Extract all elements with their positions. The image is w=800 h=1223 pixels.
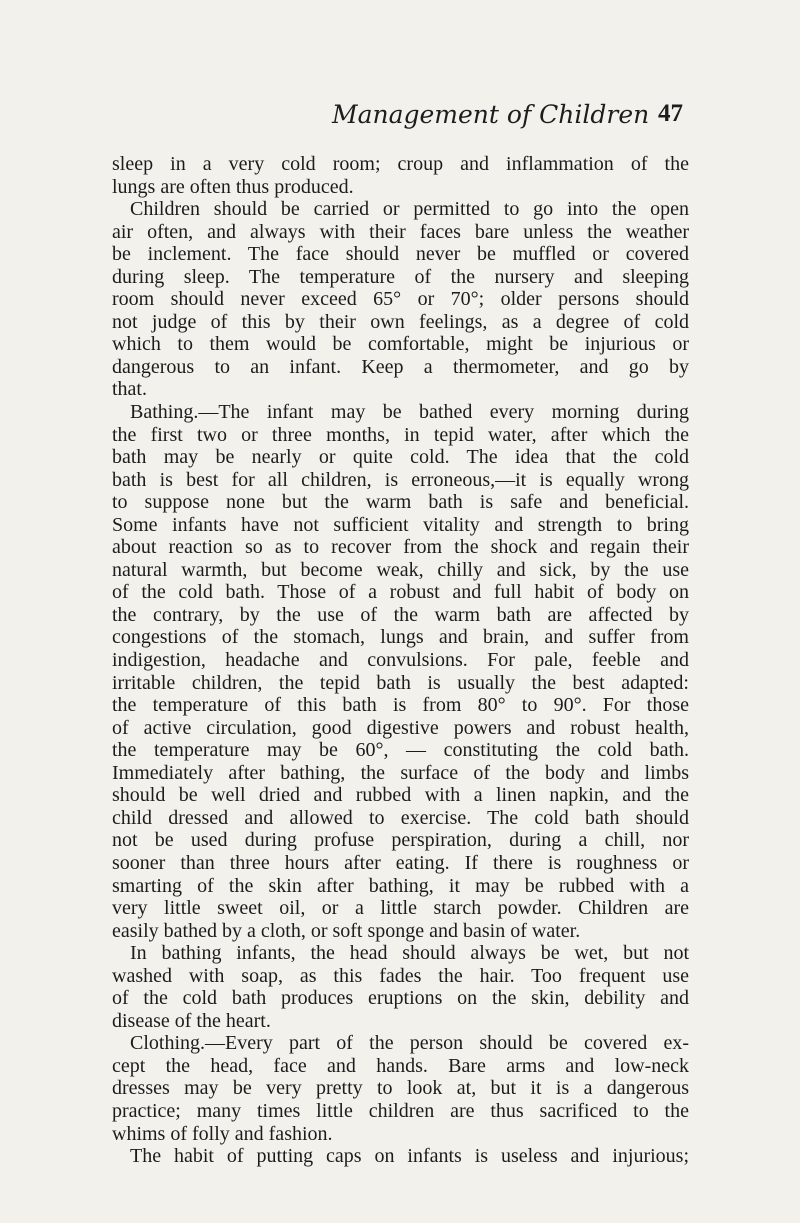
text-line: dangerous to an infant. Keep a thermometer, and go by	[112, 355, 689, 378]
text-line: congestions of the stomach, lungs and brain, and suffer from	[112, 626, 689, 649]
text-line: practice; many times little children are thus sacrificed to the	[112, 1099, 689, 1122]
text-line: child dressed and allowed to exercise. The cold bath should	[112, 806, 689, 829]
text-line: smarting of the skin after bathing, it may be rubbed with a	[112, 874, 689, 897]
text-line: sooner than three hours after eating. If there is roughness or	[112, 851, 689, 874]
text-line: air often, and always with their faces bare unless the weather	[112, 220, 689, 243]
text-line: Children should be carried or permitted to go into the open	[130, 198, 689, 221]
text-line: The habit of putting caps on infants is useless and injurious;	[130, 1145, 689, 1168]
text-line: Some infants have not sufficient vitality and strength to bring	[112, 513, 689, 536]
text-line: bath may be nearly or quite cold. The idea that the cold	[112, 446, 689, 469]
text-line: very little sweet oil, or a little starch powder. Children are	[112, 897, 689, 920]
text-line: washed with soap, as this fades the hair. Too frequent use	[112, 964, 689, 987]
text-line: natural warmth, but become weak, chilly and sick, by the use	[112, 558, 689, 581]
text-line: to suppose none but the warm bath is safe and beneficial.	[112, 491, 689, 514]
text-line: cept the head, face and hands. Bare arms and low-neck	[112, 1054, 689, 1077]
text-line: during sleep. The temperature of the nursery and sleeping	[112, 265, 689, 288]
text-line: not be used during profuse perspiration, during a chill, nor	[112, 829, 689, 852]
text-line: the temperature of this bath is from 80° to 90°. For those	[112, 694, 689, 717]
text-line: be inclement. The face should never be muffled or covered	[112, 243, 689, 266]
page-number: 47	[658, 100, 683, 127]
text-line: the temperature may be 60°, — constituting the cold bath.	[112, 739, 689, 762]
text-line: easily bathed by a cloth, or soft sponge and basin of water.	[112, 919, 581, 942]
text-line: sleep in a very cold room; croup and inflammation of the	[112, 153, 689, 175]
text-line: bath is best for all children, is erroneous,—it is equally wrong	[112, 468, 689, 491]
text-line: lungs are often thus produced.	[112, 175, 354, 198]
text-line-section-clothing: Clothing.—Every part of the person should be covered ex-	[130, 1032, 689, 1055]
text-line: not judge of this by their own feelings, as a degree of cold	[112, 310, 689, 333]
text-line: room should never exceed 65° or 70°; older persons should	[112, 288, 689, 311]
text-line: which to them would be comfortable, might be injurious or	[112, 333, 689, 356]
text-line: In bathing infants, the head should always be wet, but not	[130, 942, 689, 965]
text-line: of the cold bath produces eruptions on the skin, debility and	[112, 987, 689, 1010]
body-text	[112, 153, 689, 1168]
text-line: should be well dried and rubbed with a linen napkin, and the	[112, 784, 689, 807]
text-line: of the cold bath. Those of a robust and full habit of body on	[112, 581, 689, 604]
text-line: the contrary, by the use of the warm bath are affected by	[112, 603, 689, 626]
running-title: Management of Children	[332, 100, 650, 129]
page-header	[0, 100, 800, 140]
text-line: about reaction so as to recover from the shock and regain their	[112, 536, 689, 559]
text-line: indigestion, headache and convulsions. For pale, feeble and	[112, 649, 689, 672]
text-line: Immediately after bathing, the surface of the body and limbs	[112, 761, 689, 784]
text-line: the first two or three months, in tepid water, after which the	[112, 423, 689, 446]
text-line: that.	[112, 378, 147, 401]
text-line: whims of folly and fashion.	[112, 1122, 333, 1145]
text-line: dresses may be very pretty to look at, but it is a dangerous	[112, 1077, 689, 1100]
text-line: disease of the heart.	[112, 1009, 271, 1032]
text-line-section-bathing: Bathing.—The infant may be bathed every morning during	[130, 401, 689, 424]
text-line: irritable children, the tepid bath is usually the best adapted:	[112, 671, 689, 694]
text-line: of active circulation, good digestive powers and robust health,	[112, 716, 689, 739]
